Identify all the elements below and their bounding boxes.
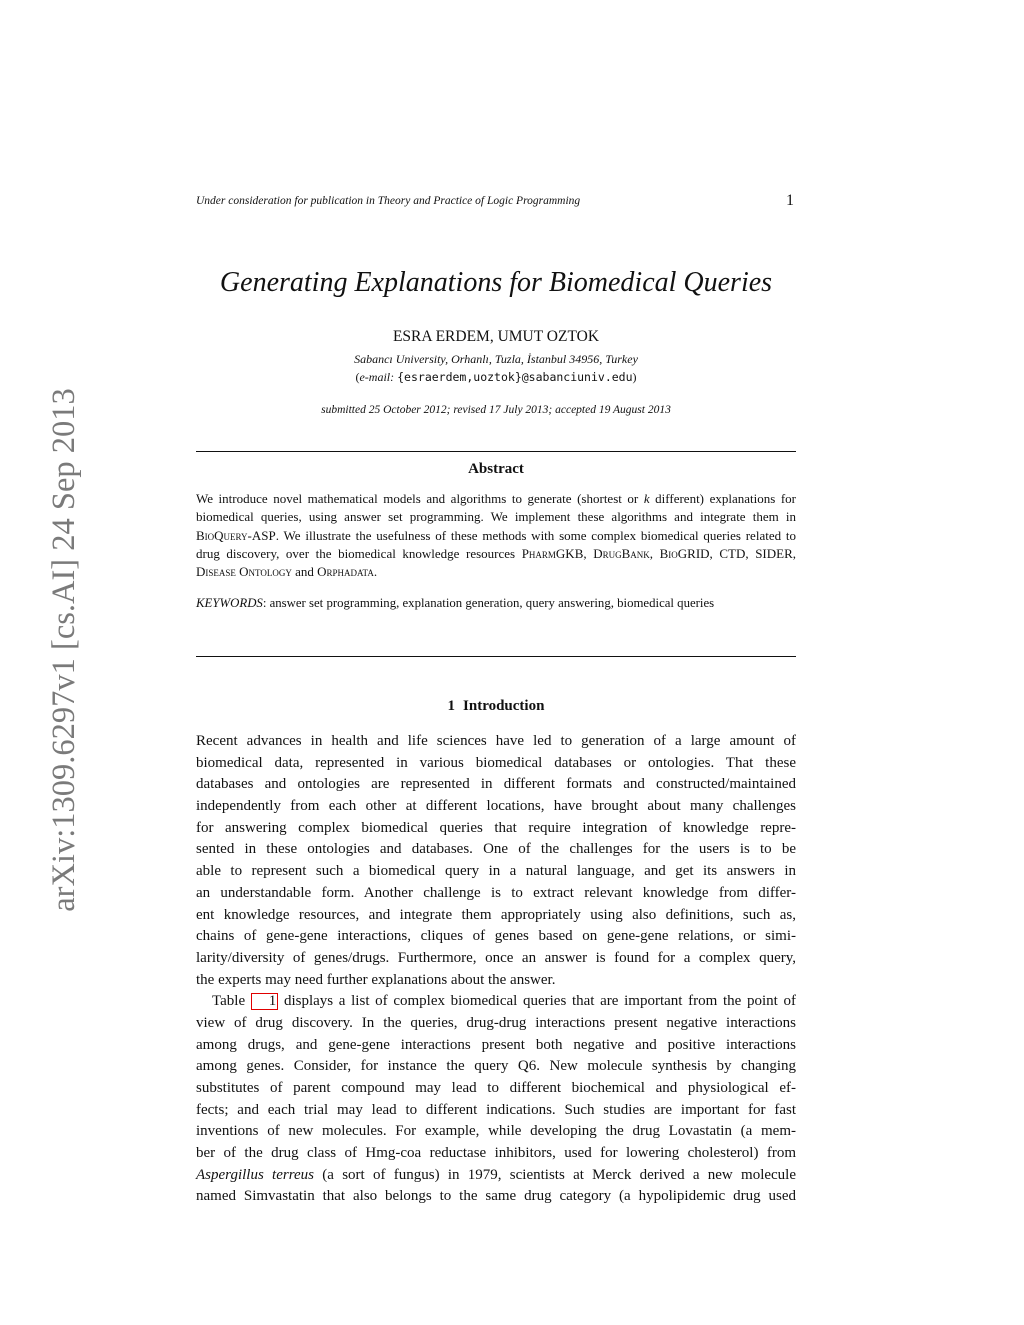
affiliation: Sabancı University, Orhanlı, Tuzla, İstanbul 34956, Turkey <box>354 352 638 366</box>
table-reference-link[interactable]: 1 <box>251 993 279 1010</box>
body-line: view of drug discovery. In the queries, drug-drug interactions present negative interactions <box>196 1014 796 1031</box>
abstract-top-rule <box>196 451 796 452</box>
body-text-run: Table <box>212 993 251 1010</box>
body-text-run: (a sort of fungus) in 1979, scientists at Merck derived a new molecule <box>314 1166 797 1183</box>
abstract-text: , <box>649 545 660 561</box>
body-text-run: displays a list of complex biomedical queries that are important from the point of <box>278 993 796 1010</box>
resource-drugbank: DrugBank <box>593 545 650 561</box>
body-line: ber of the drug class of Hmg-coa reductase inhibitors, used for lowering cholesterol) from <box>196 1145 796 1162</box>
abstract-text: . <box>373 564 378 580</box>
body-line: fects; and each trial may lead to different indications. Such studies are important for fast <box>196 1101 796 1118</box>
section-heading <box>196 698 796 715</box>
section-number: 1 <box>447 698 456 714</box>
keywords <box>196 596 796 611</box>
body-line: able to represent such a biomedical query in a natural language, and get its answers in <box>196 863 796 880</box>
resource-orphadata: Orphadata <box>317 564 374 580</box>
body-line: databases and ontologies are represented in different formats and constructed/maintained <box>196 776 796 793</box>
body-line: ent knowledge resources, and integrate them appropriately using also definitions, such as, <box>196 906 796 923</box>
keywords-label: KEYWORDS <box>196 596 263 610</box>
body-line: larity/diversity of genes/drugs. Furthermore, once an answer is found for a complex query, <box>196 949 796 966</box>
abstract-text: , <box>583 545 594 561</box>
abstract-text: and <box>291 564 318 580</box>
email-open: ( <box>355 370 360 384</box>
email-label: e-mail: <box>359 370 395 384</box>
abstract-body <box>196 490 796 581</box>
resource-biogrid: BioGRID <box>659 545 710 561</box>
resource-pharmgkb: PharmGKB <box>521 545 584 561</box>
email-close: ) <box>632 370 637 384</box>
body-line: independently from each other at different locations, have brought about many challenges <box>196 798 796 815</box>
page-number: 1 <box>786 192 794 209</box>
body-line: an understandable form. Another challenge is to extract relevant knowledge from differ- <box>196 884 796 901</box>
body-line: the experts may need further explanations about the answer. <box>196 971 556 988</box>
resource-disease-ontology: Disease Ontology <box>196 564 292 580</box>
keywords-text: : answer set programming, explanation generation, query answering, biomedical queries <box>262 596 715 610</box>
species-name: Aspergillus terreus <box>196 1166 314 1183</box>
running-head <box>196 194 796 214</box>
body-line: inventions of new molecules. For example, while developing the drug Lovastatin (a mem- <box>196 1123 796 1140</box>
running-head-text: Under consideration for publication in Theory and Practice of Logic Programming <box>196 195 581 207</box>
arxiv-stamp: arXiv:1309.6297v1 [cs.AI] 24 Sep 2013 <box>46 388 82 912</box>
email-address[interactable]: {esraerdem,uoztok}@sabanciuniv.edu <box>397 370 633 384</box>
abstract-text: We introduce novel mathematical models and algorithms to generate (shortest or <box>196 491 644 506</box>
body-line: substitutes of parent compound may lead to different biochemical and physiological ef- <box>196 1080 796 1096</box>
body-line: for answering complex biomedical queries that require integration of knowledge repre- <box>196 819 796 836</box>
submission-dates: submitted 25 October 2012; revised 17 July 2013; accepted 19 August 2013 <box>321 404 671 416</box>
body-line: chains of gene-gene interactions, cliques of genes based on gene-gene relations, or simi- <box>196 928 796 945</box>
section-title: Introduction <box>463 698 545 714</box>
email-line <box>196 370 796 385</box>
body-line: biomedical data, represented in various biomedical databases or ontologies. That these <box>196 754 796 771</box>
body-line <box>196 991 796 1013</box>
authors: ESRA ERDEM, UMUT OZTOK <box>392 328 600 345</box>
body-line <box>196 1165 796 1187</box>
body-line: among genes. Consider, for instance the query Q6. New molecule synthesis by changing <box>196 1058 796 1075</box>
body-line: sented in these ontologies and databases. One of the challenges for the users is to be <box>196 841 796 858</box>
abstract-text: . We illustrate the usefulness of these methods with some complex biomedical queries related to drug discovery, over the biomedical knowledge resources <box>196 527 796 561</box>
paper-title: Generating Explanations for Biomedical Queries <box>219 267 773 298</box>
abstract-text: different) explanations for biomedical queries, using answer set programming. We implement these algorithms and integrate them in <box>196 491 796 525</box>
abstract-system-name: BioQuery-ASP <box>196 527 276 543</box>
body-line: Recent advances in health and life sciences have led to generation of a large amount of <box>196 733 796 749</box>
body-line: named Simvastatin that also belongs to the same drug category (a hypolipidemic drug used <box>196 1188 796 1205</box>
abstract-heading: Abstract <box>468 461 524 477</box>
body-line: among drugs, and gene-gene interactions present both negative and positive interactions <box>196 1036 796 1053</box>
introduction-body <box>196 731 796 1208</box>
abstract-text: , CTD, SIDER, <box>709 545 797 561</box>
abstract-bottom-rule <box>196 656 796 657</box>
abstract-math-k: k <box>643 491 650 506</box>
